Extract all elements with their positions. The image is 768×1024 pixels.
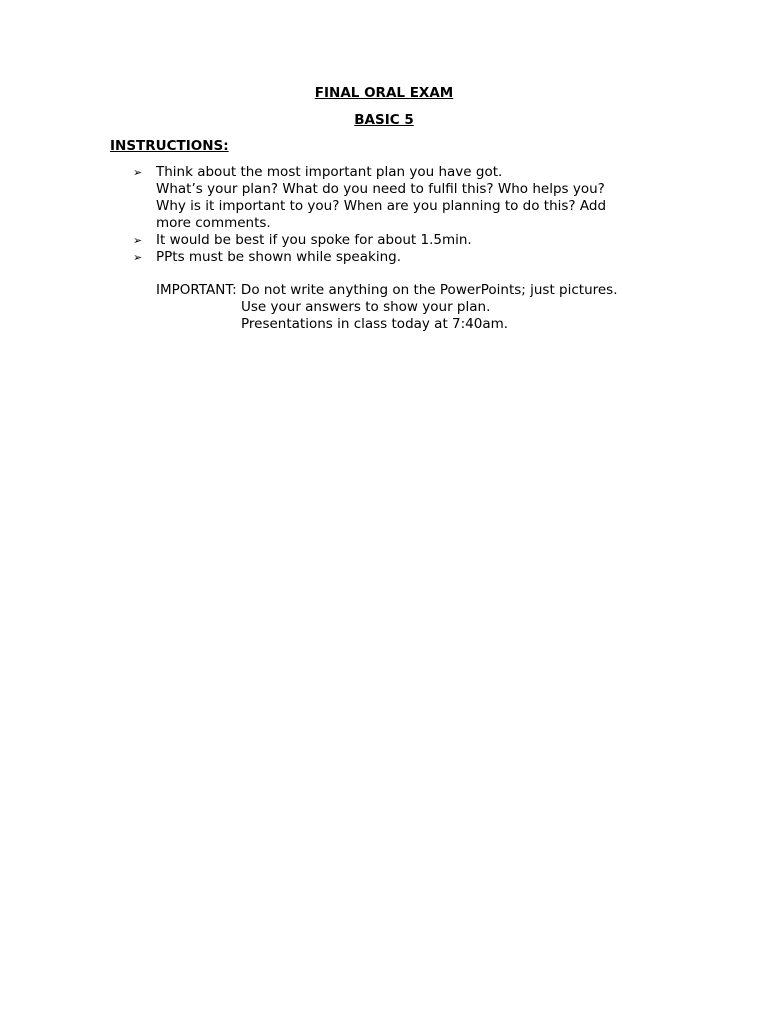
- instructions-list: [133, 164, 653, 266]
- document-subtitle: BASIC 5: [354, 112, 414, 128]
- bullet-line: more comments.: [156, 215, 271, 231]
- bullet-line: PPts must be shown while speaking.: [156, 249, 401, 265]
- important-line: Presentations in class today at 7:40am.: [241, 316, 509, 332]
- bullet-line: Think about the most important plan you have got.: [156, 164, 503, 180]
- document-title: FINAL ORAL EXAM: [314, 85, 454, 101]
- bullet-line: It would be best if you spoke for about 1.5min.: [156, 232, 472, 248]
- important-line: Use your answers to show your plan.: [241, 299, 491, 315]
- instructions-heading: INSTRUCTIONS:: [110, 138, 229, 154]
- list-item: [133, 232, 653, 249]
- bullet-line: What’s your plan? What do you need to fulfil this? Who helps you?: [156, 181, 605, 197]
- arrow-bullet-icon: ➢: [133, 166, 143, 179]
- arrow-bullet-icon: ➢: [133, 251, 143, 264]
- bullet-line: Why is it important to you? When are you planning to do this? Add: [156, 198, 607, 214]
- arrow-bullet-icon: ➢: [133, 234, 143, 247]
- important-label-line: IMPORTANT: Do not write anything on the PowerPoints; just pictures.: [156, 282, 618, 298]
- list-item: [133, 249, 653, 266]
- list-item: [133, 164, 653, 232]
- important-note: [156, 282, 618, 333]
